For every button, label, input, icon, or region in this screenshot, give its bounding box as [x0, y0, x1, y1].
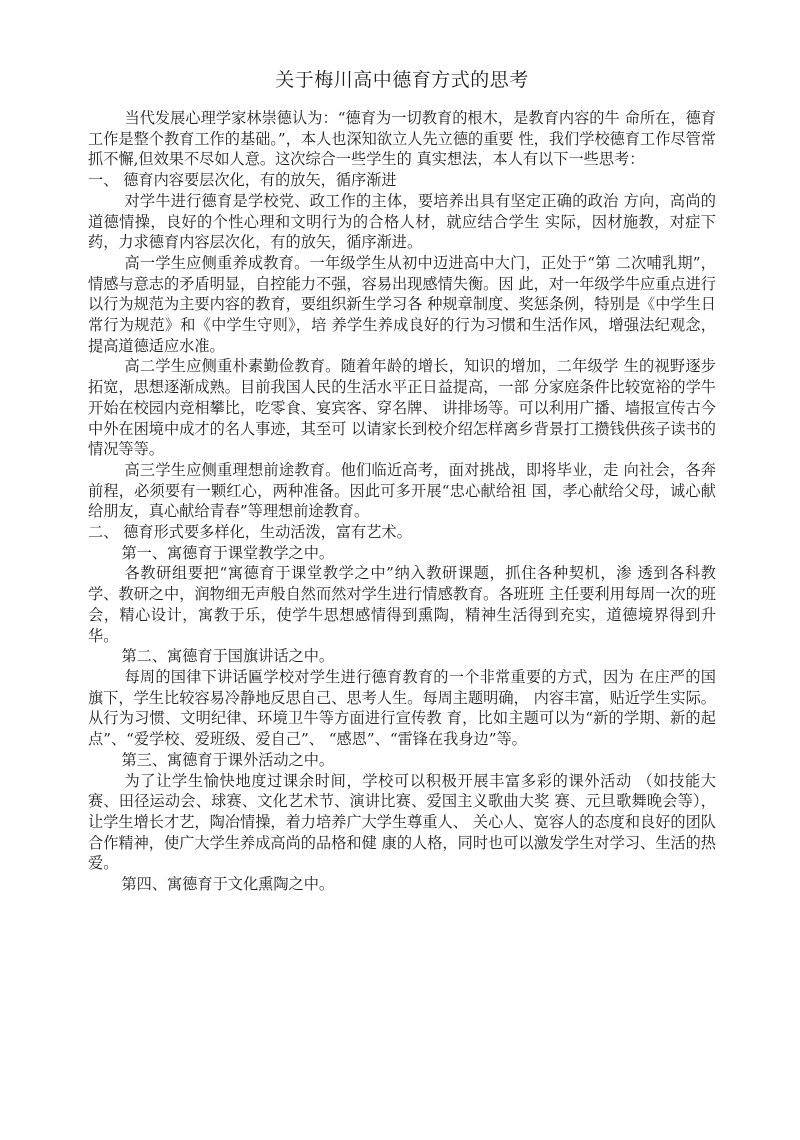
subsection-1-paragraph: 各教研组要把“寓德育于课堂教学之中”纳入教研课题，抓住各种契机，渗 透到各科教学、教研之中，润物细无声般自然而然对学生进行情感教育。各班班 主任要利用每周一次的班会，精心设计，寓教于乐，使学牛思想感情得到熏陶，精神生活得到充实，道德境界得到升华。: [88, 564, 716, 645]
subsection-1-heading: 第一、寓德育于课堂教学之中。: [121, 543, 335, 562]
section-1-heading: 一、 德育内容要层次化，有的放矢，循序渐进: [88, 171, 397, 190]
subsection-2-heading: 第二、寓德育于国旗讲话之中。: [121, 647, 335, 666]
subsection-4-heading: 第四、寓德育于文化熏陶之中。: [121, 875, 335, 894]
section-2-heading: 二、 德育形式要多样化，生动活泼，富有艺术。: [88, 523, 412, 542]
subsection-3-paragraph: 为了让学生愉快地度过课余时间，学校可以积极开展丰富多彩的课外活动 （如技能大赛、田径运动会、球赛、文化艺术节、演讲比赛、爱国主义歌曲大奖 赛、元旦歌舞晚会等），让学生增长才艺，陶冶情操，着力培养广大学生尊重人、 关心人、宽容人的态度和良好的团队合作精神，使广大学生养成高尚的品格和健 康的人格，同时也可以激发学生对学习、生活的热爱。: [88, 771, 716, 873]
section-1-paragraph-4: 高三学生应侧重理想前途教育。他们临近高考，面对挑战，即将毕业，走 向社会，各奔前程，必须要有一颗红心，两种准备。因此可多开展“忠心献给祖 国，孝心献给父母，诚心献给朋友，真心献给青春”等理想前途教育。: [88, 460, 716, 521]
subsection-2-paragraph: 每周的国律下讲话匾学校对学生进行德育教育的一个非常重要的方式，因为 在庄严的国旗下，学生比较容易冷静地反思自己、思考人生。每周主题明确， 内容丰富，贴近学生实际。从行为习惯、文明纪律、环境卫牛等方面进行宣传教 育，比如主题可以为“新的学期、新的起点”、“爱学校、爱班级、爱自己”、 “感恩”、“雷锋在我身边”等。: [88, 667, 716, 749]
document-title: 关于梅川高中德育方式的思考: [275, 69, 529, 91]
section-1-paragraph-1: 对学牛进行德育是学校党、政工作的主体，要培养出具有坚定正确的政治 方向，高尚的道德情操，良好的个性心理和文明行为的合格人材，就应结合学生 实际，因材施教，对症下药，力求德育内容层次化，有的放矢，循序渐进。: [88, 191, 716, 252]
section-1-paragraph-3: 高二学生应侧重朴素勤俭教育。随着年龄的增长，知识的增加，二年级学 生的视野逐步拓宽，思想逐渐成熟。目前我国人民的生活水平正日益提高，一部 分家庭条件比较宽裕的学牛开始在校园内竞相攀比，吃零食、宴宾客、穿名牌、 讲排场等。可以利用广播、墙报宣传古今中外在困境中成才的名人事迹，其至可 以请家长到校介绍怎样离乡背景打工攒钱供孩子读书的情况等等。: [88, 357, 716, 459]
document-page: [88, 66, 716, 895]
intro-paragraph: 当代发展心理学家林崇德认为：“德育为一切教育的根木，是教育内容的牛 命所在，德育工作是整个教育工作的基础。”，本人也深知欲立人先立德的重要 性，我们学校德育工作尽管常抓不懈,但效果不尽如人意。这次综合一些学生的 真实想法，本人有以下一些思考：: [88, 109, 716, 169]
section-1-paragraph-2: 高一学生应侧重养成教育。一年级学生从初中迈进高中大门，正处于“第 二次哺乳期”，情感与意志的矛盾明显，自控能力不强，容易出现感情失衡。因 此，对一年级学牛应重点进行以行为规范为主要内容的教育，要组织新生学习各 种规章制度、奖惩条例，特别是《中学生日常行为规范》和《中学生守则》，培 养学生养成良好的行为习惯和生活作风，增强法纪观念，提高道德适应水准。: [88, 253, 716, 355]
subsection-3-heading: 第三、寓德育于课外活动之中。: [121, 750, 335, 769]
